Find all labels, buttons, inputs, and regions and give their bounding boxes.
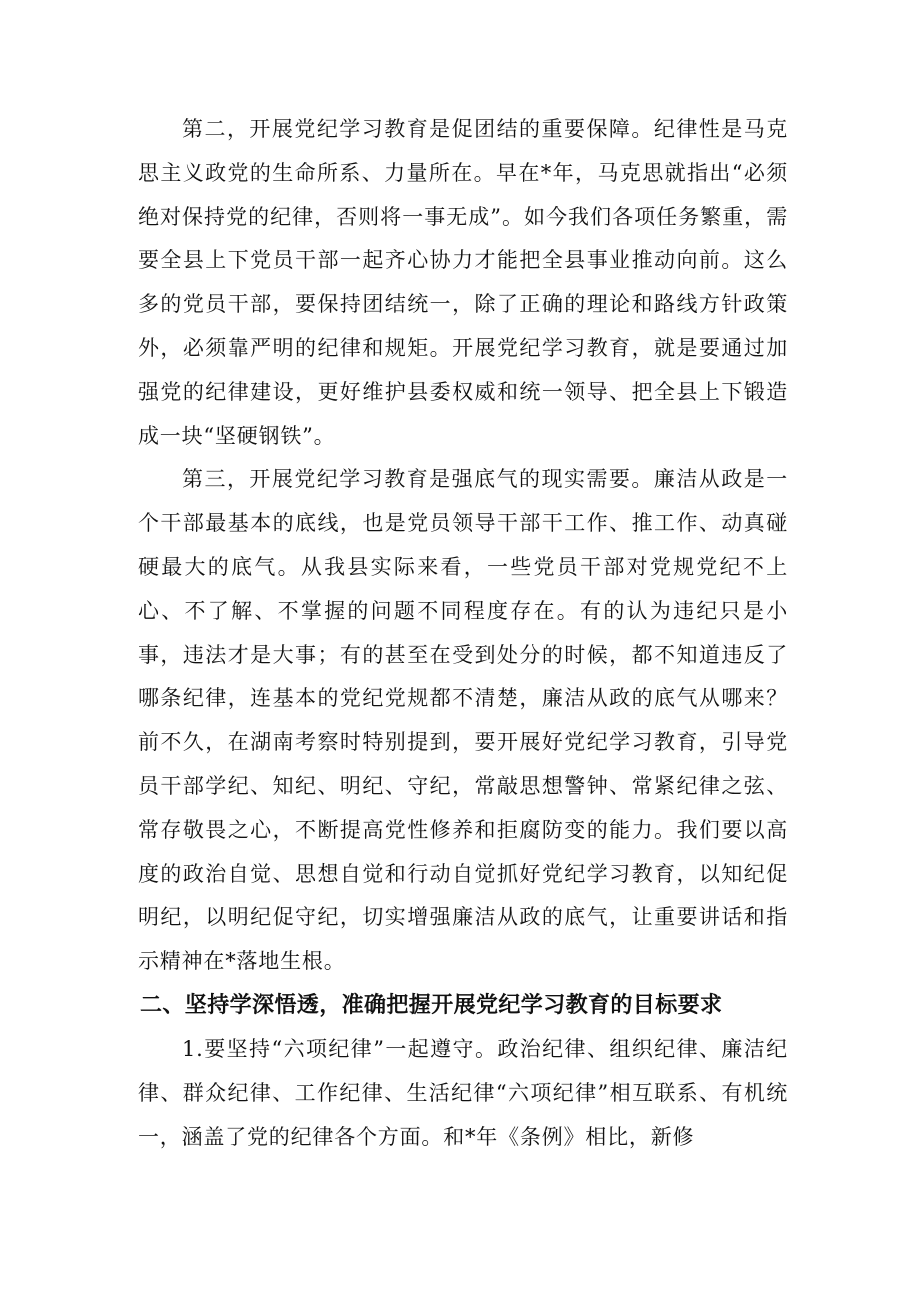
paragraph-item-one: 1.要坚持“六项纪律”一起遵守。政治纪律、组织纪律、廉洁纪律、群众纪律、工作纪律、生活纪律“六项纪律”相互联系、有机统一，涵盖了党的纪律各个方面。和*年《条例》相比，新修 bbox=[138, 1036, 788, 1149]
document-body bbox=[138, 108, 788, 1159]
section-heading: 二、坚持学深悟透，准确把握开展党纪学习教育的目标要求 bbox=[140, 992, 723, 1018]
paragraph-second-point: 第二，开展党纪学习教育是促团结的重要保障。纪律性是马克思主义政党的生命所系、力量所在。早在*年，马克思就指出“必须绝对保持党的纪律，否则将一事无成”。如今我们各项任务繁重，需要全县上下党员干部一起齐心协力才能把全县事业推动向前。这么多的党员干部，要保持团结统一，除了正确的理论和路线方针政策外，必须靠严明的纪律和规矩。开展党纪学习教育，就是要通过加强党的纪律建设，更好维护县委权威和统一领导、把全县上下锻造成一块“坚硬钢铁”。 bbox=[138, 117, 788, 448]
paragraph-third-point: 第三，开展党纪学习教育是强底气的现实需要。廉洁从政是一个干部最基本的底线，也是党员领导干部干工作、推工作、动真碰硬最大的底气。从我县实际来看，一些党员干部对党规党纪不上心、不了解、不掌握的问题不同程度存在。有的认为违纪只是小事，违法才是大事；有的甚至在受到处分的时候，都不知道违反了哪条纪律，连基本的党纪党规都不清楚，廉洁从政的底气从哪来？前不久，在湖南考察时特别提到，要开展好党纪学习教育，引导党员干部学纪、知纪、明纪、守纪，常敲思想警钟、常紧纪律之弦、常存敬畏之心，不断提高党性修养和拒腐防变的能力。我们要以高度的政治自觉、思想自觉和行动自觉抓好党纪学习教育，以知纪促明纪，以明纪促守纪，切实增强廉洁从政的底气，让重要讲话和指示精神在*落地生根。 bbox=[138, 467, 788, 974]
